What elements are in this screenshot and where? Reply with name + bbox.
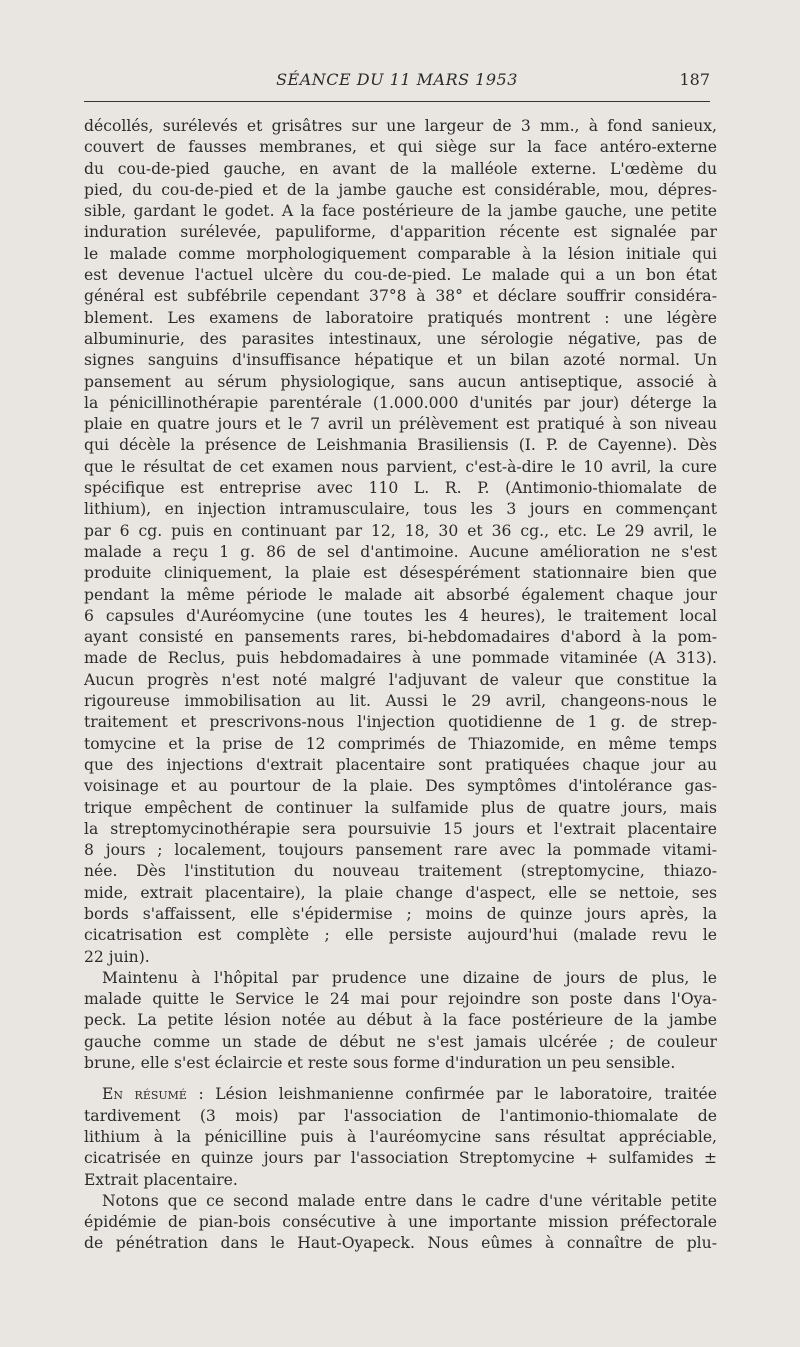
text-line: 8 jours ; localement, toujours pansement rare avec la pommade vitami-	[84, 841, 717, 860]
text-line: produite cliniquement, la plaie est désespérément stationnaire bien que	[84, 564, 717, 583]
text-line: gauche comme un stade de début ne s'est jamais ulcérée ; de couleur	[84, 1032, 717, 1051]
text-line: malade a reçu 1 g. 86 de sel d'antimoine. Aucune amélioration ne s'est	[84, 542, 717, 561]
text-line: 6 capsules d'Auréomycine (une toutes les 4 heures), le traitement local	[84, 606, 717, 625]
paragraph-follow-up	[84, 968, 717, 1074]
text-line: qui décèle la présence de Leishmania Brasiliensis (I. P. de Cayenne). Dès	[84, 436, 717, 455]
paragraph-case-report	[84, 116, 717, 968]
text-line: traitement et prescrivons-nous l'injection quotidienne de 1 g. de strep-	[84, 713, 717, 732]
summary-text: : Lésion leishmanienne confirmée par le laboratoire, traitée	[186, 1085, 717, 1104]
text-line: pansement au sérum physiologique, sans aucun antiseptique, associé à	[84, 372, 717, 391]
paragraph-epidemic	[84, 1191, 717, 1255]
text-line: trique empêchent de continuer la sulfamide plus de quatre jours, mais	[84, 798, 717, 817]
text-line: que le résultat de cet examen nous parvient, c'est-à-dire le 10 avril, la cure	[84, 457, 717, 476]
text-line: épidémie de pian-bois consécutive à une importante mission préfectorale	[84, 1213, 717, 1232]
text-line: général est subfébrile cependant 37°8 à 38° et déclare souffrir considéra-	[84, 287, 717, 306]
text-line: la pénicillinothérapie parentérale (1.000.000 d'unités par jour) déterge la	[84, 393, 717, 412]
text-line: peck. La petite lésion notée au début à la face postérieure de la jambe	[84, 1011, 717, 1030]
text-line: Extrait placentaire.	[84, 1170, 238, 1189]
text-line: née. Dès l'institution du nouveau traitement (streptomycine, thiazo-	[84, 862, 717, 881]
text-line: made de Reclus, puis hebdomadaires à une pommade vitaminée (A 313).	[84, 649, 717, 668]
text-line: cicatrisation est complète ; elle persiste aujourd'hui (malade revu le	[84, 926, 717, 945]
body-text	[84, 116, 717, 1255]
text-line: Notons que ce second malade entre dans le cadre d'une véritable petite	[102, 1191, 717, 1210]
text-line: albuminurie, des parasites intestinaux, une sérologie négative, pas de	[84, 329, 717, 348]
text-line: la streptomycinothérapie sera poursuivie 15 jours et l'extrait placentaire	[84, 819, 717, 838]
text-line: brune, elle s'est éclaircie et reste sous forme d'induration un peu sensible.	[84, 1054, 676, 1073]
text-line: induration surélevée, papuliforme, d'apparition récente est signalée par	[84, 223, 717, 242]
text-line: blement. Les examens de laboratoire pratiqués montrent : une légère	[84, 308, 717, 327]
text-line: pied, du cou-de-pied et de la jambe gauche est considérable, mou, dépres-	[84, 180, 717, 199]
text-line: mide, extrait placentaire), la plaie change d'aspect, elle se nettoie, ses	[84, 883, 717, 902]
text-line: le malade comme morphologiquement comparable à la lésion initiale qui	[84, 244, 717, 263]
text-line: lithium), en injection intramusculaire, tous les 3 jours en commençant	[84, 500, 717, 519]
text-line: décollés, surélevés et grisâtres sur une largeur de 3 mm., à fond sanieux,	[84, 117, 717, 135]
text-line: de pénétration dans le Haut-Oyapeck. Nous eûmes à connaître de plu-	[84, 1234, 717, 1253]
paragraph-summary	[84, 1084, 717, 1190]
running-head-title: SÉANCE DU 11 MARS 1953	[276, 70, 518, 89]
text-line: Maintenu à l'hôpital par prudence une dizaine de jours de plus, le	[102, 968, 717, 987]
text-line: bords s'affaissent, elle s'épidermise ; moins de quinze jours après, la	[84, 904, 717, 923]
summary-lead: En résumé	[102, 1085, 187, 1104]
text-line: ayant consisté en pansements rares, bi-hebdomadaires d'abord à la pom-	[84, 628, 717, 647]
text-line: par 6 cg. puis en continuant par 12, 18, 30 et 36 cg., etc. Le 29 avril, le	[84, 521, 717, 540]
text-line: tomycine et la prise de 12 comprimés de Thiazomide, en même temps	[84, 734, 717, 753]
text-line: rigoureuse immobilisation au lit. Aussi le 29 avril, changeons-nous le	[84, 692, 717, 711]
text-line: malade quitte le Service le 24 mai pour rejoindre son poste dans l'Oya-	[84, 990, 717, 1009]
text-line: plaie en quatre jours et le 7 avril un prélèvement est pratiqué à son niveau	[84, 415, 717, 434]
text-line: 22 juin).	[84, 947, 150, 966]
text-line: Aucun progrès n'est noté malgré l'adjuvant de valeur que constitue la	[84, 670, 717, 689]
page-number: 187	[679, 70, 710, 89]
text-line: lithium à la pénicilline puis à l'auréomycine sans résultat appréciable,	[84, 1127, 717, 1146]
text-line: tardivement (3 mois) par l'association de l'antimonio-thiomalate de	[84, 1106, 717, 1125]
header-rule	[84, 101, 710, 102]
text-line: voisinage et au pourtour de la plaie. Des symptômes d'intolérance gas-	[84, 777, 717, 796]
text-line: du cou-de-pied gauche, en avant de la malléole externe. L'œdème du	[84, 159, 717, 178]
text-line: que des injections d'extrait placentaire sont pratiquées chaque jour au	[84, 755, 717, 774]
text-line: est devenue l'actuel ulcère du cou-de-pied. Le malade qui a un bon état	[84, 266, 717, 285]
text-line: spécifique est entreprise avec 110 L. R. P. (Antimonio-thiomalate de	[84, 479, 717, 498]
text-line: sible, gardant le godet. A la face postérieure de la jambe gauche, une petite	[84, 202, 717, 221]
running-head	[84, 70, 710, 96]
text-line: cicatrisée en quinze jours par l'association Streptomycine + sulfamides ±	[84, 1149, 717, 1168]
text-line: signes sanguins d'insuffisance hépatique et un bilan azoté normal. Un	[84, 351, 717, 370]
text-line	[84, 1084, 717, 1105]
text-line: couvert de fausses membranes, et qui siège sur la face antéro-externe	[84, 138, 717, 157]
text-line: pendant la même période le malade ait absorbé également chaque jour	[84, 585, 717, 604]
